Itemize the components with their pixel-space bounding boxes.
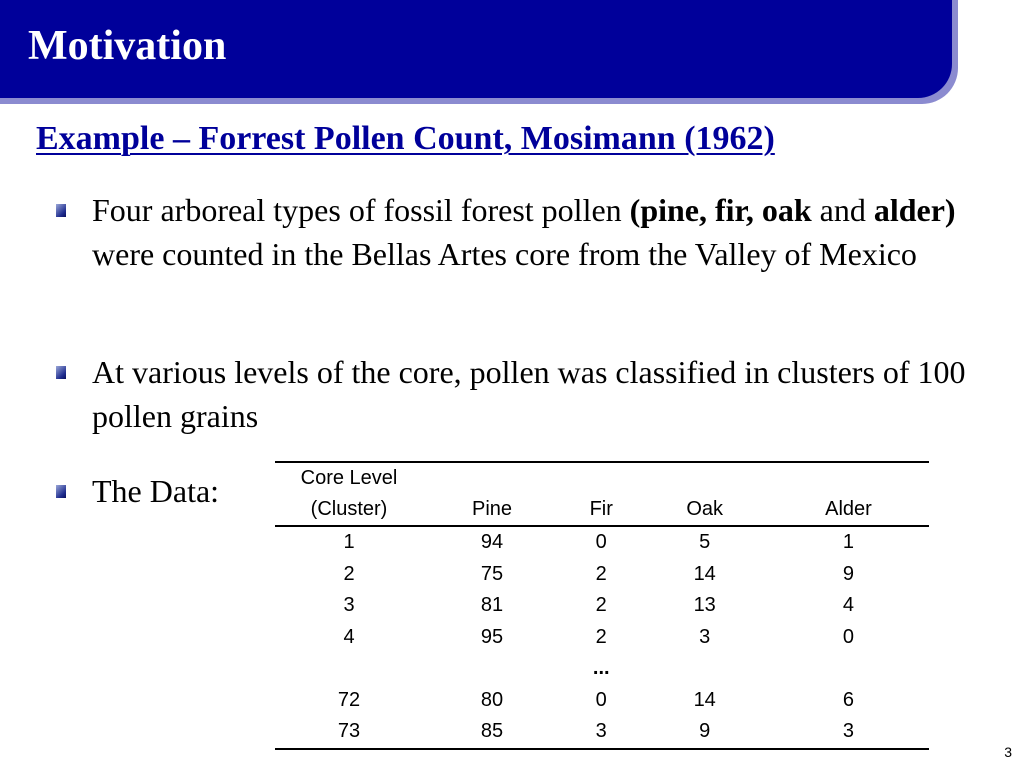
cell-pine: 94 — [480, 531, 504, 553]
bullet-text-post: were counted in the Bellas Artes core from the Valley of Mexico — [92, 236, 917, 272]
cell-alder: 9 — [842, 562, 855, 585]
bullet-text: The Data: — [92, 473, 220, 509]
cell-fir: 0 — [595, 688, 607, 711]
bullet-square-icon — [56, 366, 66, 379]
bullet-text: At various levels of the core, pollen was classified in clusters of 100 pollen grains — [92, 354, 966, 434]
cell-fir: 0 — [595, 531, 607, 553]
cell-fir: 3 — [595, 720, 607, 742]
header-alder: Alder — [825, 498, 872, 520]
cell-oak: 13 — [693, 594, 716, 616]
cell-pine: 80 — [480, 688, 504, 711]
header-oak: Oak — [686, 498, 724, 520]
bullet-square-icon — [56, 485, 66, 498]
header-pine: Pine — [471, 498, 513, 520]
cell-cluster: 72 — [337, 688, 361, 711]
bullet-text-mid: and — [811, 192, 874, 228]
cell-cluster: 4 — [343, 625, 355, 648]
table-ellipsis: ... — [592, 657, 610, 679]
cell-oak: 9 — [699, 720, 711, 742]
bullet-bold-trees: (pine, fir, oak — [629, 192, 812, 228]
table-row — [275, 716, 929, 749]
slide-subtitle: Example – Forrest Pollen Count, Mosimann (1962) — [36, 120, 775, 157]
page-number: 3 — [1004, 744, 1012, 760]
cell-pine: 95 — [480, 625, 504, 648]
table-row — [275, 559, 929, 591]
bullet-square-icon — [56, 204, 66, 217]
cell-pine: 85 — [480, 720, 504, 742]
table-row — [275, 685, 929, 717]
cell-alder: 4 — [842, 594, 855, 616]
table-row — [275, 526, 929, 559]
slide-title: Motivation — [28, 23, 227, 69]
cell-alder: 1 — [842, 531, 855, 553]
bullet-bold-alder: alder) — [873, 192, 956, 228]
cell-pine: 81 — [480, 594, 504, 616]
cell-alder: 3 — [842, 720, 855, 742]
cell-cluster: 73 — [337, 720, 361, 742]
table-header-row — [275, 462, 929, 526]
header-core-level-line1: Core Level — [300, 467, 398, 489]
cell-fir: 2 — [595, 562, 607, 585]
cell-oak: 14 — [693, 688, 716, 711]
bullet-clusters — [92, 350, 992, 438]
table-row — [275, 622, 929, 654]
cell-oak: 14 — [693, 562, 716, 585]
bullet-the-data — [92, 469, 252, 513]
header-fir: Fir — [589, 498, 613, 520]
cell-oak: 5 — [699, 531, 711, 553]
bullet-text-pre: Four arboreal types of fossil forest pollen — [92, 192, 630, 228]
header-core-level — [275, 462, 423, 526]
cell-cluster: 2 — [343, 562, 355, 585]
pollen-data-table — [275, 461, 929, 750]
cell-alder: 0 — [842, 625, 855, 648]
table-ellipsis-row — [275, 653, 929, 685]
cell-fir: 2 — [595, 625, 607, 648]
cell-pine: 75 — [480, 562, 504, 585]
cell-cluster: 1 — [343, 531, 355, 553]
table-row — [275, 590, 929, 622]
header-core-level-line2: (Cluster) — [310, 498, 388, 520]
cell-cluster: 3 — [343, 594, 355, 616]
cell-oak: 3 — [699, 625, 711, 648]
cell-fir: 2 — [595, 594, 607, 616]
cell-alder: 6 — [842, 688, 855, 711]
bullet-pollen-types — [92, 188, 992, 276]
